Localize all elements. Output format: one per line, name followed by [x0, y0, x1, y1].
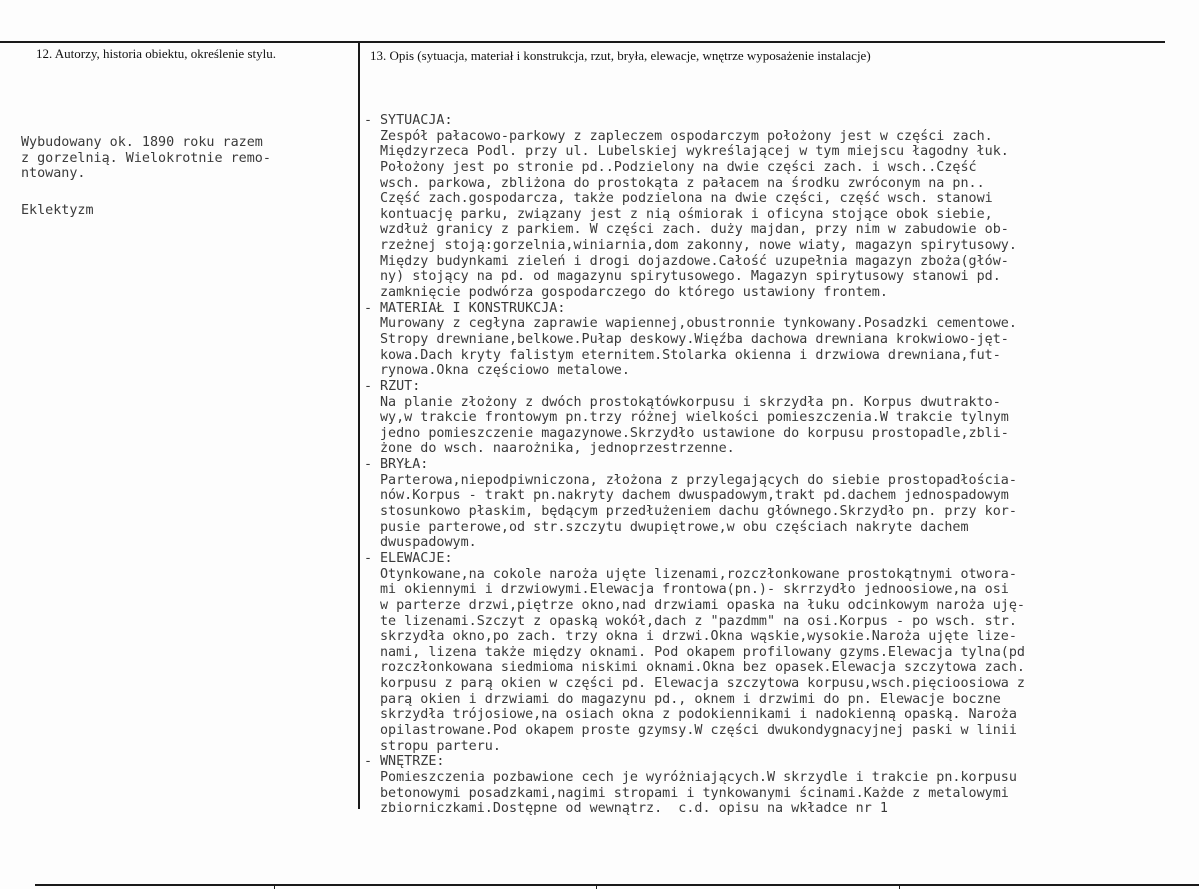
line-text: jedno pomieszczenie magazynowe.Skrzydło ustawione do korpusu prostopadle,zbli- [380, 425, 1009, 441]
column-divider [358, 41, 360, 809]
description-line [380, 441, 1025, 457]
description-line [380, 410, 1025, 426]
description-line [380, 332, 1025, 348]
description-line [380, 535, 1025, 551]
description-line [380, 488, 1025, 504]
line-text: Międzyrzeca Podl. przy ul. Lubelskiej wykreślającej w tym miejscu łagodny łuk. [380, 144, 1009, 160]
line-text: RZUT: [380, 378, 421, 394]
description-line [380, 520, 1025, 536]
line-text: nów.Korpus - trakt pn.nakryty dachem dwuspadowym,trakt pd.dachem jednospadowym [380, 488, 1009, 504]
line-text: ny) stojący na pd. od magazynu spirytusowego. Magazyn spirytusowy stanowi pd. [380, 269, 1001, 285]
line-text: betonowymi posadzkami,nagimi stropami i tynkowanymi ścinami.Każde z metalowymi [380, 785, 1009, 801]
section-heading [364, 754, 1025, 770]
bottom-tick-1 [274, 884, 275, 889]
section-dash: - [364, 550, 373, 566]
section-heading [364, 378, 1025, 395]
top-rule [0, 41, 1165, 43]
line-text: SYTUACJA: [380, 113, 453, 128]
description-line [380, 645, 1025, 661]
description-line [380, 285, 1025, 301]
line-text: stosunkowo płaskim, będącym przedłużeniem dachu głównego.Skrzydło pn. przy kor- [380, 504, 1017, 520]
line-text: opilastrowane.Pod okapem proste gzymsy.W części dwukondygnacyjnej paski w linii [380, 722, 1017, 738]
section-dash: - [364, 378, 373, 394]
description-line [380, 739, 1025, 755]
line-text: kowa.Dach kryty falistym eternitem.Stolarka okienna i drzwiowa drewniana,fut- [380, 347, 1001, 363]
history-line: Wybudowany ok. 1890 roku razem [21, 135, 263, 150]
description-line [380, 801, 1025, 817]
line-text: Na planie złożony z dwóch prostokątówkorpusu i skrzydła pn. Korpus dwutrakto- [380, 394, 1001, 410]
bottom-tick-3 [899, 884, 900, 889]
line-text: skrzydła trójosiowe,na osiach okna z podokiennikami i nadokienną opaską. Naroża [380, 707, 1017, 723]
description-line [380, 692, 1025, 708]
bottom-tick-2 [596, 884, 597, 889]
line-text: dwuspadowym. [380, 535, 477, 551]
section-13-header: 13. Opis (sytuacja, materiał i konstrukcja, rzut, bryła, elewacje, wnętrze wyposażenie instalacje) [370, 48, 871, 63]
line-text: Murowany z cegłyna zaprawie wapiennej,obustronnie tynkowany.Posadzki cementowe. [380, 316, 1017, 332]
section-dash: - [364, 457, 373, 473]
description-line [380, 176, 1025, 192]
description-line [380, 629, 1025, 645]
description-line [380, 269, 1025, 285]
section-dash: - [364, 113, 373, 128]
description-line [380, 316, 1025, 332]
line-text: rynowa.Okna częściowo metalowe. [380, 363, 630, 379]
description-line [380, 770, 1025, 786]
description-line [380, 614, 1025, 630]
description-line [380, 191, 1025, 207]
line-text: Między budynkami zieleń i drogi dojazdowe.Całość uzupełnia magazyn zboża(głów- [380, 253, 1009, 269]
description-line [380, 504, 1025, 520]
description-line [380, 160, 1025, 176]
description-line [380, 238, 1025, 254]
line-text: wsch. parkowa, zbliżona do prostokąta z pałacem na środku zwróconym na pn.. [380, 175, 985, 191]
line-text: Położony jest po stronie pd..Podzielony na dwie części zach. i wsch..Część [380, 159, 977, 175]
description-line [380, 363, 1025, 379]
bottom-rule [35, 884, 1199, 886]
line-text: rzeżnej stoją:gorzelnia,winiarnia,dom zakonny, nowe wiaty, magazyn spirytusowy. [380, 238, 1017, 254]
description-line [380, 254, 1025, 270]
history-line: z gorzelnią. Wielokrotnie remo- [21, 150, 271, 166]
line-text: parą okien i drzwiami do magazynu pd., oknem i drzwimi do pn. Elewacje boczne [380, 691, 1001, 707]
history-line: ntowany. [21, 166, 86, 182]
description-line [380, 707, 1025, 723]
line-text: stropu parteru. [380, 738, 501, 754]
section-heading [364, 457, 1025, 473]
line-text: żone do wsch. naarożnika, jednoprzestrzenne. [380, 441, 735, 457]
description-line [380, 567, 1025, 583]
line-text: rozczłonkowana siedmioma niskimi oknami.Okna bez opasek.Elewacja szczytowa zach. [380, 660, 1025, 676]
description-line [380, 676, 1025, 692]
line-text: Stropy drewniane,belkowe.Pułap deskowy.Więźba dachowa drewniana krokwiowo-jęt- [380, 331, 1009, 347]
section-heading [364, 300, 1025, 317]
line-text: kontuację parku, związany jest z nią ośmiorak i oficyna stojące obok siebie, [380, 206, 993, 222]
line-text: zbiorniczkami.Dostępne od wewnątrz. c.d. opisu na wkładce nr 1 [380, 801, 888, 817]
line-text: korpusu z parą okien w części pd. Elewacja szczytowa korpusu,wsch.pięcioosiowa z [380, 676, 1025, 692]
description-line [380, 723, 1025, 739]
line-text: Pomieszczenia pozbawione cech je wyróżniających.W skrzydle i trakcie pn.korpusu [380, 769, 1017, 785]
description-line [380, 395, 1025, 411]
style-text: Eklektyzm [21, 203, 94, 218]
description-line [380, 786, 1025, 802]
line-text: Część zach.gospodarcza, także podzielona na dwie części, część wsch. stanowi [380, 191, 993, 207]
line-text: Otynkowane,na cokole naroża ujęte lizenami,rozczłonkowane prostokątnymi otwora- [380, 566, 1017, 582]
section-12-header: 12. Autorzy, historia obiektu, określenie stylu. [36, 46, 276, 61]
line-text: w parterze drzwi,piętrze okno,nad drzwiami opaska na łuku odcinkowym naroża uję- [380, 597, 1025, 613]
description-line [380, 222, 1025, 238]
description-line [380, 582, 1025, 598]
description-line [380, 144, 1025, 160]
line-text: MATERIAŁ I KONSTRUKCJA: [380, 300, 566, 316]
line-text: te lizenami.Szczyt z opaską wokół,dach z "pazdmm" na osi.Korpus - po wsch. str. [380, 613, 1017, 629]
line-text: wy,w trakcie frontowym pn.trzy różnej wielkości pomieszczenia.W trakcie tylnym [380, 410, 1009, 426]
line-text: BRYŁA: [380, 457, 429, 473]
description-line [380, 426, 1025, 442]
line-text: skrzydła okno,po zach. trzy okna i drzwi.Okna wąskie,wysokie.Naroża ujęte lize- [380, 629, 1017, 645]
description-line [380, 207, 1025, 223]
history-text [21, 135, 271, 182]
section-heading [364, 550, 1025, 567]
line-text: WNĘTRZE: [380, 754, 445, 770]
description-line [380, 660, 1025, 676]
description-line [380, 598, 1025, 614]
description-line [380, 473, 1025, 489]
line-text: wzdłuż granicy z parkiem. W części zach. duży majdan, przy nim w zabudowie ob- [380, 222, 1009, 238]
section-dash: - [364, 754, 373, 770]
line-text: nami, lizena także między oknami. Pod okapem profilowany gzyms.Elewacja tylna(pd [380, 644, 1025, 660]
description-text [364, 113, 1025, 817]
line-text: Zespół pałacowo-parkowy z zapleczem ospodarczym położony jest w części zach. [380, 128, 993, 144]
description-line [380, 129, 1025, 145]
section-dash: - [364, 300, 373, 316]
line-text: Parterowa,niepodpiwniczona, złożona z przylegających do siebie prostopadłościa- [380, 472, 1017, 488]
line-text: ELEWACJE: [380, 550, 453, 566]
section-heading [364, 113, 1025, 129]
line-text: zamknięcie podwórza gospodarczego do którego ustawiony frontem. [380, 285, 888, 301]
line-text: pusie parterowe,od str.szczytu dwupiętrowe,w obu częściach nakryte dachem [380, 519, 969, 535]
line-text: mi okiennymi i drzwiowymi.Elewacja frontowa(pn.)- skrrzydło jednoosiowe,na osi [380, 582, 1009, 598]
description-line [380, 348, 1025, 364]
